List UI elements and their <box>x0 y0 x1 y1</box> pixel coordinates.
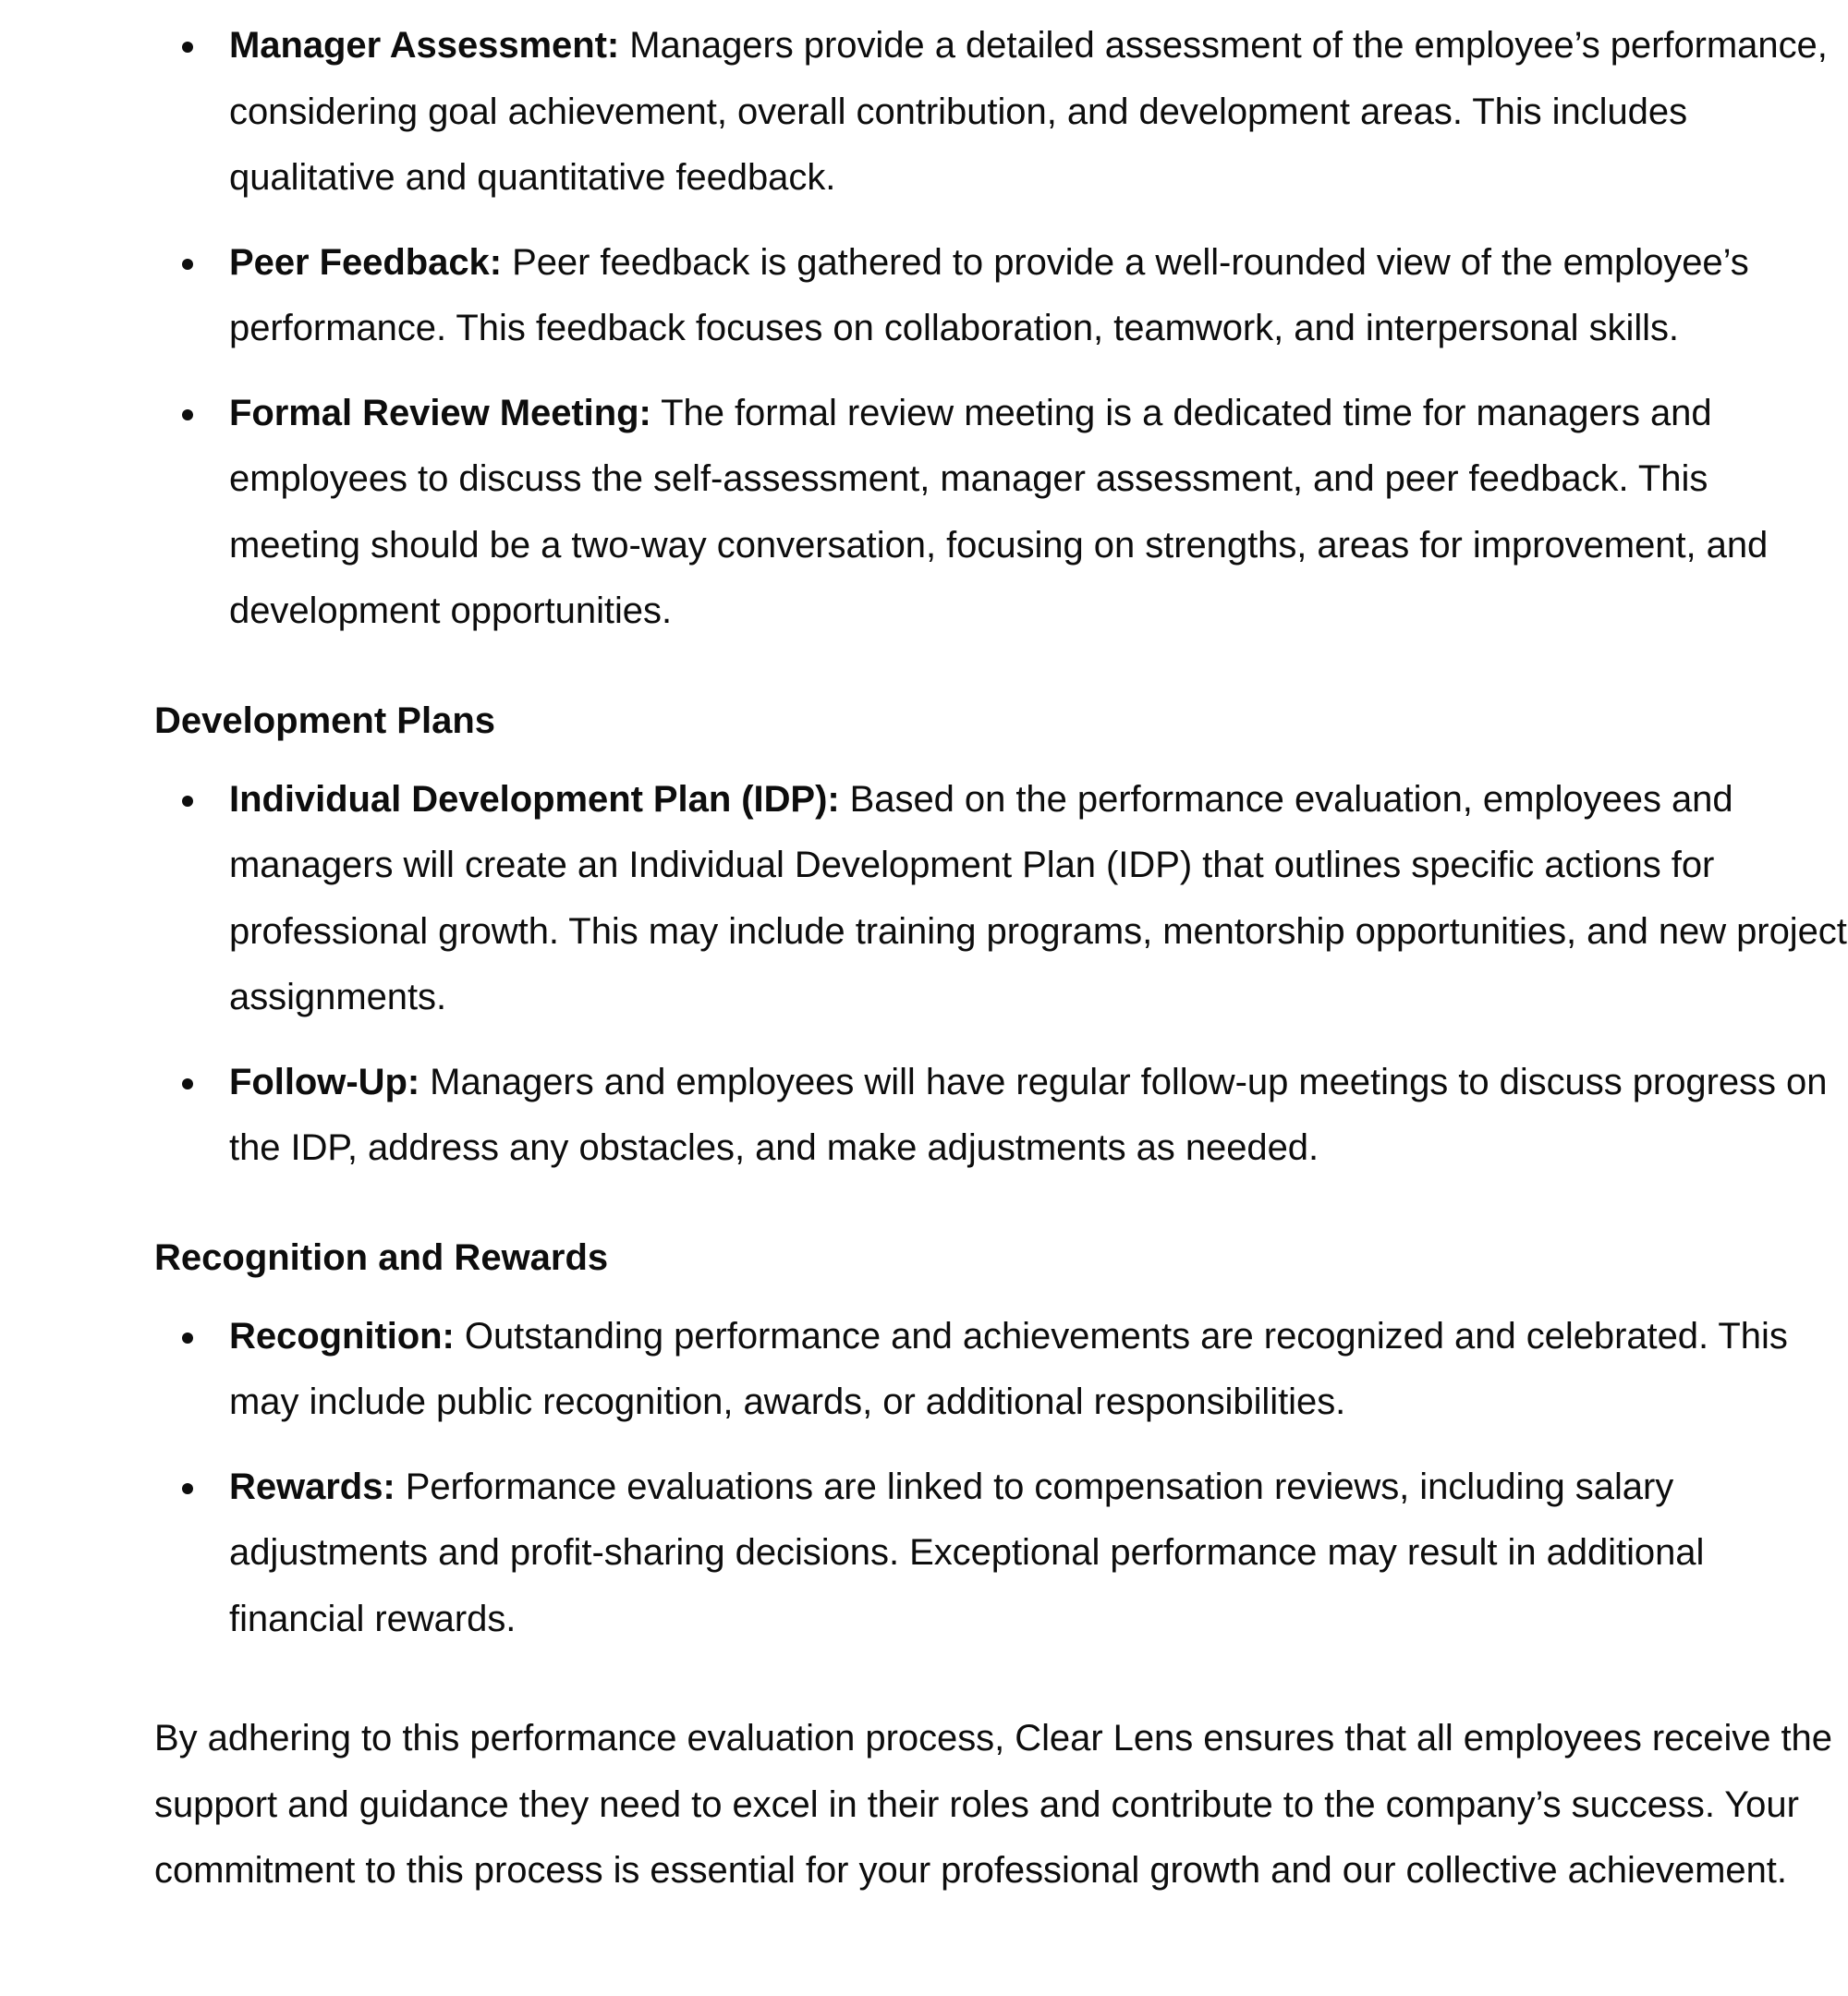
recognition-list <box>154 1304 1848 1653</box>
list-item <box>154 381 1848 645</box>
item-term: Individual Development Plan (IDP): <box>229 778 840 820</box>
development-list <box>154 767 1848 1182</box>
item-term: Follow-Up: <box>229 1061 420 1102</box>
list-item <box>154 1050 1848 1182</box>
bullet-icon <box>182 259 193 270</box>
bullet-icon <box>182 796 193 807</box>
list-item <box>154 230 1848 362</box>
bullet-icon <box>182 1078 193 1089</box>
item-text: Managers and employees will have regular follow-up meetings to discuss progress on the IDP, address any obstacles, and make adjustments as needed. <box>229 1061 1828 1168</box>
bullet-icon <box>182 409 193 420</box>
list-item <box>154 767 1848 1031</box>
item-term: Manager Assessment: <box>229 25 620 66</box>
item-text: Peer feedback is gathered to provide a well-rounded view of the employee’s performance. This feedback focuses on collaboration, teamwork, and interpersonal skills. <box>229 241 1749 348</box>
closing-paragraph: By adhering to this performance evaluation process, Clear Lens ensures that all employees receive the support and guidance they need to excel in their roles and contribute to the company’s success. Your commitment to this process is essential for your professional growth and our collective achievement. <box>154 1718 1832 1891</box>
item-term: Rewards: <box>229 1466 395 1507</box>
section-heading-development: Development Plans <box>154 700 496 741</box>
evaluation-list <box>154 13 1848 645</box>
item-text: Performance evaluations are linked to compensation reviews, including salary adjustments and profit-sharing decisions. Exceptional performance may result in additional financial rewards. <box>229 1466 1705 1639</box>
item-term: Formal Review Meeting: <box>229 392 651 433</box>
bullet-icon <box>182 1333 193 1344</box>
item-term: Peer Feedback: <box>229 241 503 283</box>
item-text: Outstanding performance and achievements are recognized and celebrated. This may include public recognition, awards, or additional responsibilities. <box>229 1315 1788 1422</box>
item-text: Managers provide a detailed assessment of the employee’s performance, considering goal achievement, overall contribution, and development areas. This includes qualitative and quantitative feedback. <box>229 25 1828 198</box>
list-item <box>154 13 1848 212</box>
list-item <box>154 1454 1848 1653</box>
item-text: The formal review meeting is a dedicated time for managers and employees to discuss the self-assessment, manager assessment, and peer feedback. This meeting should be a two-way conversation, focusing on strengths, areas for improvement, and development opportunities. <box>229 392 1769 631</box>
bullet-icon <box>182 42 193 53</box>
item-term: Recognition: <box>229 1315 455 1357</box>
section-heading-recognition: Recognition and Rewards <box>154 1236 609 1278</box>
item-text: Based on the performance evaluation, employees and managers will create an Individual Development Plan (IDP) that outlines specific actions for professional growth. This may include training programs, mentorship opportunities, and new project assignments. <box>229 778 1847 1017</box>
bullet-icon <box>182 1483 193 1494</box>
list-item <box>154 1304 1848 1436</box>
document-body <box>154 13 1848 1905</box>
